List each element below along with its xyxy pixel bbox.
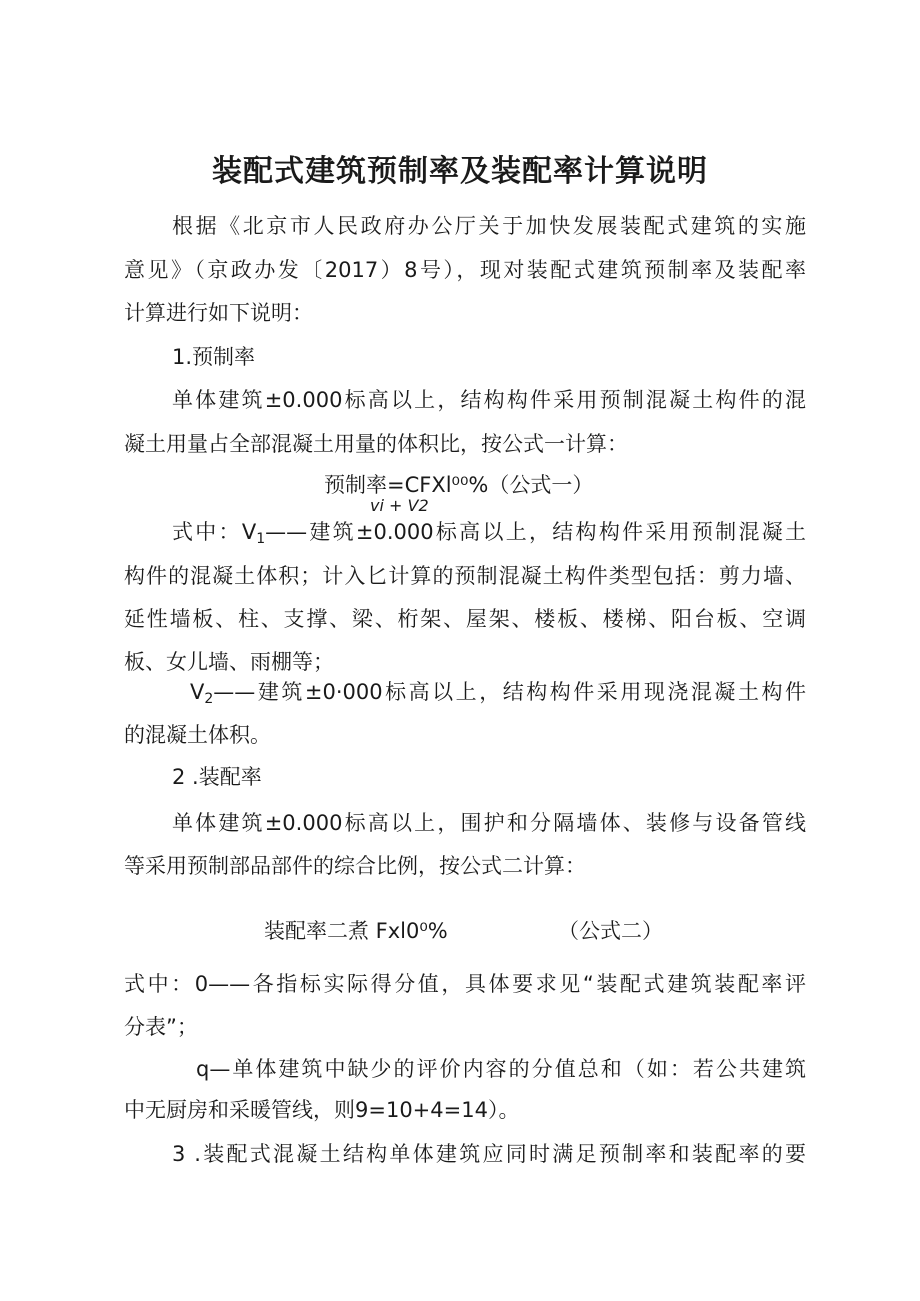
formula-1: 预制率=CFXl⁰⁰%（公式一） (324, 473, 594, 497)
v2-description: ——建筑±0·000标高以上，结构构件采用现浇混凝土构件 (213, 680, 806, 704)
section-1-heading: 1.预制率 (172, 345, 256, 369)
section-1-para-line-2: 凝土用量占全部混凝土用量的体积比，按公式一计算： (124, 432, 628, 456)
formula-2: 装配率二煮 Fxl0⁰% (264, 919, 448, 943)
document-title: 装配式建筑预制率及装配率计算说明 (212, 154, 708, 189)
intro-line-3: 计算进行如下说明： (124, 301, 313, 325)
v1-definition-line-2: 构件的混凝土体积；计入匕计算的预制混凝土构件类型包括：剪力墙、 (124, 564, 806, 588)
v2-subscript: 2 (204, 691, 214, 707)
intro-line-2: 意见》（京政办发〔2017）8号），现对装配式建筑预制率及装配率 (124, 258, 806, 282)
section-1-para-line-1: 单体建筑±0.000标高以上，结构构件采用预制混凝土构件的混 (172, 388, 806, 412)
v1-subscript: 1 (256, 531, 266, 547)
v1-definition-line-4: 板、女儿墙、雨棚等； (124, 650, 334, 674)
section-2-heading: 2 .装配率 (172, 765, 262, 789)
formula-2-label: （公式二） (558, 919, 663, 943)
v1-description: ——建筑±0.000标高以上，结构构件采用预制混凝土 (265, 520, 806, 544)
v2-definition-line-1 (190, 678, 806, 713)
v2-prefix: V (190, 680, 205, 704)
q-definition-line-2: 分表”； (124, 1015, 198, 1039)
intro-line-1: 根据《北京市人民政府办公厅关于加快发展装配式建筑的实施 (172, 214, 806, 238)
q-definition-line-1: 式中：0——各指标实际得分值，具体要求见“装配式建筑装配率评 (124, 972, 806, 996)
v1-definition-line-1 (172, 518, 806, 553)
section-2-para-line-2: 等采用预制部品部件的综合比例，按公式二计算： (124, 854, 586, 878)
section-2-para-line-1: 单体建筑±0.000标高以上，围护和分隔墙体、装修与设备管线 (172, 811, 806, 835)
v1-definition-line-3: 延性墙板、柱、支撑、梁、桁架、屋架、楼板、楼梯、阳台板、空调 (124, 607, 806, 631)
q-definition-line-4: 中无厨房和采暖管线，则9=10+4=14）。 (124, 1098, 520, 1122)
q-definition-line-3: q—单体建筑中缺少的评价内容的分值总和（如：若公共建筑 (196, 1057, 806, 1081)
v2-definition-line-2: 的混凝土体积。 (124, 723, 271, 747)
v1-prefix: 式中：V (172, 520, 257, 544)
formula-1-denominator: vi + V2 (370, 496, 429, 515)
section-3-heading: 3 .装配式混凝土结构单体建筑应同时满足预制率和装配率的要 (172, 1142, 806, 1166)
